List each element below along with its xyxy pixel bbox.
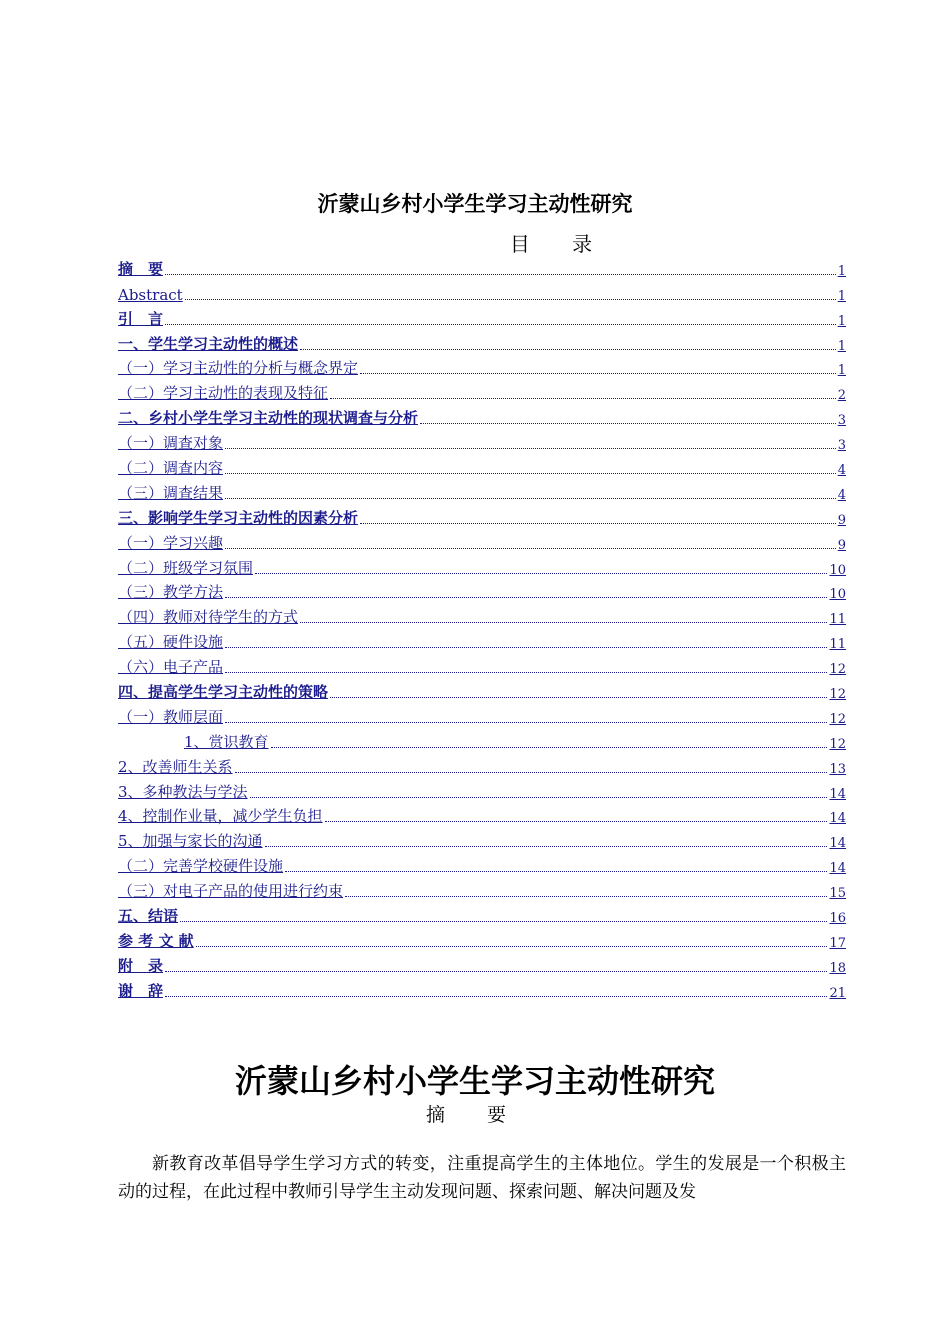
toc-leader-dots bbox=[255, 572, 827, 574]
toc-entry[interactable] bbox=[118, 802, 846, 827]
toc-entry-page: 1 bbox=[837, 338, 846, 354]
toc-entry[interactable] bbox=[118, 652, 846, 677]
toc-leader-dots bbox=[180, 920, 827, 922]
toc-leader-dots bbox=[225, 671, 827, 673]
toc-entry-label: （二）班级学习氛围 bbox=[118, 558, 254, 577]
toc-leader-dots bbox=[225, 596, 827, 598]
table-of-contents bbox=[118, 254, 846, 1001]
toc-leader-dots bbox=[225, 721, 827, 723]
toc-entry[interactable] bbox=[118, 478, 846, 503]
toc-entry-label: （三）教学方法 bbox=[118, 583, 224, 602]
toc-entry[interactable] bbox=[118, 727, 846, 752]
toc-leader-dots bbox=[345, 895, 827, 897]
toc-entry-page: 12 bbox=[829, 662, 846, 678]
toc-entry-page: 14 bbox=[829, 861, 846, 877]
toc-entry-label: 二、乡村小学生学习主动性的现状调查与分析 bbox=[118, 409, 419, 428]
toc-entry[interactable] bbox=[118, 254, 846, 279]
toc-entry-label: （二）学习主动性的表现及特征 bbox=[118, 384, 329, 403]
toc-entry-page: 3 bbox=[837, 413, 846, 429]
toc-entry-page: 4 bbox=[837, 487, 846, 503]
toc-entry-label: 附 录 bbox=[118, 956, 164, 975]
toc-entry-label: 摘 要 bbox=[118, 259, 164, 278]
toc-leader-dots bbox=[271, 746, 828, 748]
toc-entry-page: 4 bbox=[837, 463, 846, 479]
toc-entry-page: 9 bbox=[837, 537, 846, 553]
toc-leader-dots bbox=[360, 372, 836, 374]
toc-leader-dots bbox=[165, 323, 836, 325]
toc-entry-label: 谢 辞 bbox=[118, 981, 164, 1000]
toc-entry-page: 16 bbox=[829, 911, 846, 927]
toc-entry-label: 3、多种教法与学法 bbox=[118, 782, 248, 801]
toc-entry-label: 引 言 bbox=[118, 309, 164, 328]
toc-entry[interactable] bbox=[118, 304, 846, 329]
toc-entry[interactable] bbox=[118, 329, 846, 354]
toc-entry-label: （五）硬件设施 bbox=[118, 633, 224, 652]
toc-entry-page: 12 bbox=[829, 711, 846, 727]
toc-entry-page: 11 bbox=[829, 637, 846, 653]
toc-entry-page: 9 bbox=[837, 512, 846, 528]
toc-entry-page: 1 bbox=[837, 363, 846, 379]
toc-entry-label: （一）教师层面 bbox=[118, 707, 224, 726]
toc-entry[interactable] bbox=[118, 976, 846, 1001]
toc-entry[interactable] bbox=[118, 951, 846, 976]
toc-entry-page: 12 bbox=[829, 736, 846, 752]
toc-entry-label: 2、改善师生关系 bbox=[118, 757, 233, 776]
toc-entry[interactable] bbox=[118, 503, 846, 528]
toc-entry[interactable] bbox=[118, 279, 846, 304]
toc-entry[interactable] bbox=[118, 528, 846, 553]
toc-leader-dots bbox=[225, 497, 836, 499]
toc-leader-dots bbox=[225, 547, 836, 549]
toc-entry-page: 1 bbox=[837, 263, 846, 279]
toc-leader-dots bbox=[420, 422, 836, 424]
toc-leader-dots bbox=[300, 348, 836, 350]
toc-entry-label: （一）调查对象 bbox=[118, 434, 224, 453]
toc-leader-dots bbox=[360, 522, 836, 524]
toc-leader-dots bbox=[225, 447, 836, 449]
toc-entry[interactable] bbox=[118, 553, 846, 578]
toc-entry-page: 17 bbox=[829, 935, 846, 951]
toc-leader-dots bbox=[265, 845, 828, 847]
abstract-paragraph: 新教育改革倡导学生学习方式的转变，注重提高学生的主体地位。学生的发展是一个积极主动的过程，在此过程中教师引导学生主动发现问题、探索问题、解决问题及发 bbox=[118, 1154, 846, 1202]
toc-entry-page: 18 bbox=[829, 960, 846, 976]
toc-leader-dots bbox=[250, 796, 828, 798]
toc-entry-label: 一、学生学习主动性的概述 bbox=[118, 334, 299, 353]
toc-entry[interactable] bbox=[118, 876, 846, 901]
toc-entry-page: 11 bbox=[829, 612, 846, 628]
toc-entry[interactable] bbox=[118, 378, 846, 403]
toc-entry[interactable] bbox=[118, 752, 846, 777]
toc-entry[interactable] bbox=[118, 453, 846, 478]
toc-entry[interactable] bbox=[118, 428, 846, 453]
toc-leader-dots bbox=[300, 621, 827, 623]
toc-entry-page: 21 bbox=[829, 985, 846, 1001]
toc-leader-dots bbox=[325, 820, 828, 822]
toc-entry-label: Abstract bbox=[118, 285, 183, 304]
toc-entry-page: 14 bbox=[829, 836, 846, 852]
toc-entry[interactable] bbox=[118, 602, 846, 627]
toc-entry[interactable] bbox=[118, 677, 846, 702]
toc-entry-page: 13 bbox=[829, 761, 846, 777]
toc-entry[interactable] bbox=[118, 403, 846, 428]
toc-entry-label: （二）调查内容 bbox=[118, 459, 224, 478]
toc-leader-dots bbox=[330, 397, 836, 399]
toc-entry-label: （三）对电子产品的使用进行约束 bbox=[118, 882, 344, 901]
toc-entry-page: 14 bbox=[829, 786, 846, 802]
toc-entry-label: （六）电子产品 bbox=[118, 658, 224, 677]
toc-entry-label: 四、提高学生学习主动性的策略 bbox=[118, 683, 329, 702]
toc-leader-dots bbox=[235, 771, 828, 773]
toc-leader-dots bbox=[196, 945, 828, 947]
toc-entry-label: 参 考 文 献 bbox=[118, 931, 194, 950]
body-title: 沂蒙山乡村小学生学习主动性研究 bbox=[234, 1062, 715, 1100]
toc-entry-label: （一）学习兴趣 bbox=[118, 533, 224, 552]
document-title: 沂蒙山乡村小学生学习主动性研究 bbox=[317, 192, 633, 216]
toc-entry[interactable] bbox=[118, 702, 846, 727]
toc-entry[interactable] bbox=[118, 826, 846, 851]
toc-leader-dots bbox=[165, 995, 827, 997]
toc-entry-label: （四）教师对待学生的方式 bbox=[118, 608, 299, 627]
toc-leader-dots bbox=[225, 472, 836, 474]
toc-entry-page: 14 bbox=[829, 811, 846, 827]
toc-entry[interactable] bbox=[118, 777, 846, 802]
toc-entry-label: 5、加强与家长的沟通 bbox=[118, 832, 263, 851]
toc-entry-page: 2 bbox=[837, 388, 846, 404]
toc-entry-page: 1 bbox=[837, 288, 846, 304]
toc-entry-page: 15 bbox=[829, 886, 846, 902]
toc-entry-page: 1 bbox=[837, 313, 846, 329]
toc-entry-label: （二）完善学校硬件设施 bbox=[118, 857, 284, 876]
toc-entry-page: 10 bbox=[829, 587, 846, 603]
toc-entry-page: 12 bbox=[829, 687, 846, 703]
toc-leader-dots bbox=[330, 696, 827, 698]
toc-entry[interactable] bbox=[118, 926, 846, 951]
toc-entry[interactable] bbox=[118, 901, 846, 926]
toc-entry[interactable] bbox=[118, 354, 846, 379]
toc-entry[interactable] bbox=[118, 627, 846, 652]
toc-leader-dots bbox=[165, 970, 827, 972]
toc-entry-label: 4、控制作业量，减少学生负担 bbox=[118, 807, 323, 826]
abstract-heading: 摘 要 bbox=[425, 1104, 525, 1126]
toc-entry-label: 三、影响学生学习主动性的因素分析 bbox=[118, 508, 359, 527]
toc-entry-page: 3 bbox=[837, 438, 846, 454]
toc-leader-dots bbox=[165, 273, 836, 275]
toc-entry-label: 1、赏识教育 bbox=[184, 732, 269, 751]
toc-entry-label: （三）调查结果 bbox=[118, 483, 224, 502]
toc-leader-dots bbox=[225, 646, 827, 648]
toc-entry-label: 五、结语 bbox=[118, 907, 179, 926]
toc-entry[interactable] bbox=[118, 578, 846, 603]
toc-entry-page: 10 bbox=[829, 562, 846, 578]
toc-entry-label: （一）学习主动性的分析与概念界定 bbox=[118, 359, 359, 378]
toc-heading: 目 录 bbox=[509, 232, 611, 256]
toc-entry[interactable] bbox=[118, 851, 846, 876]
toc-leader-dots bbox=[285, 870, 827, 872]
toc-leader-dots bbox=[185, 298, 836, 300]
